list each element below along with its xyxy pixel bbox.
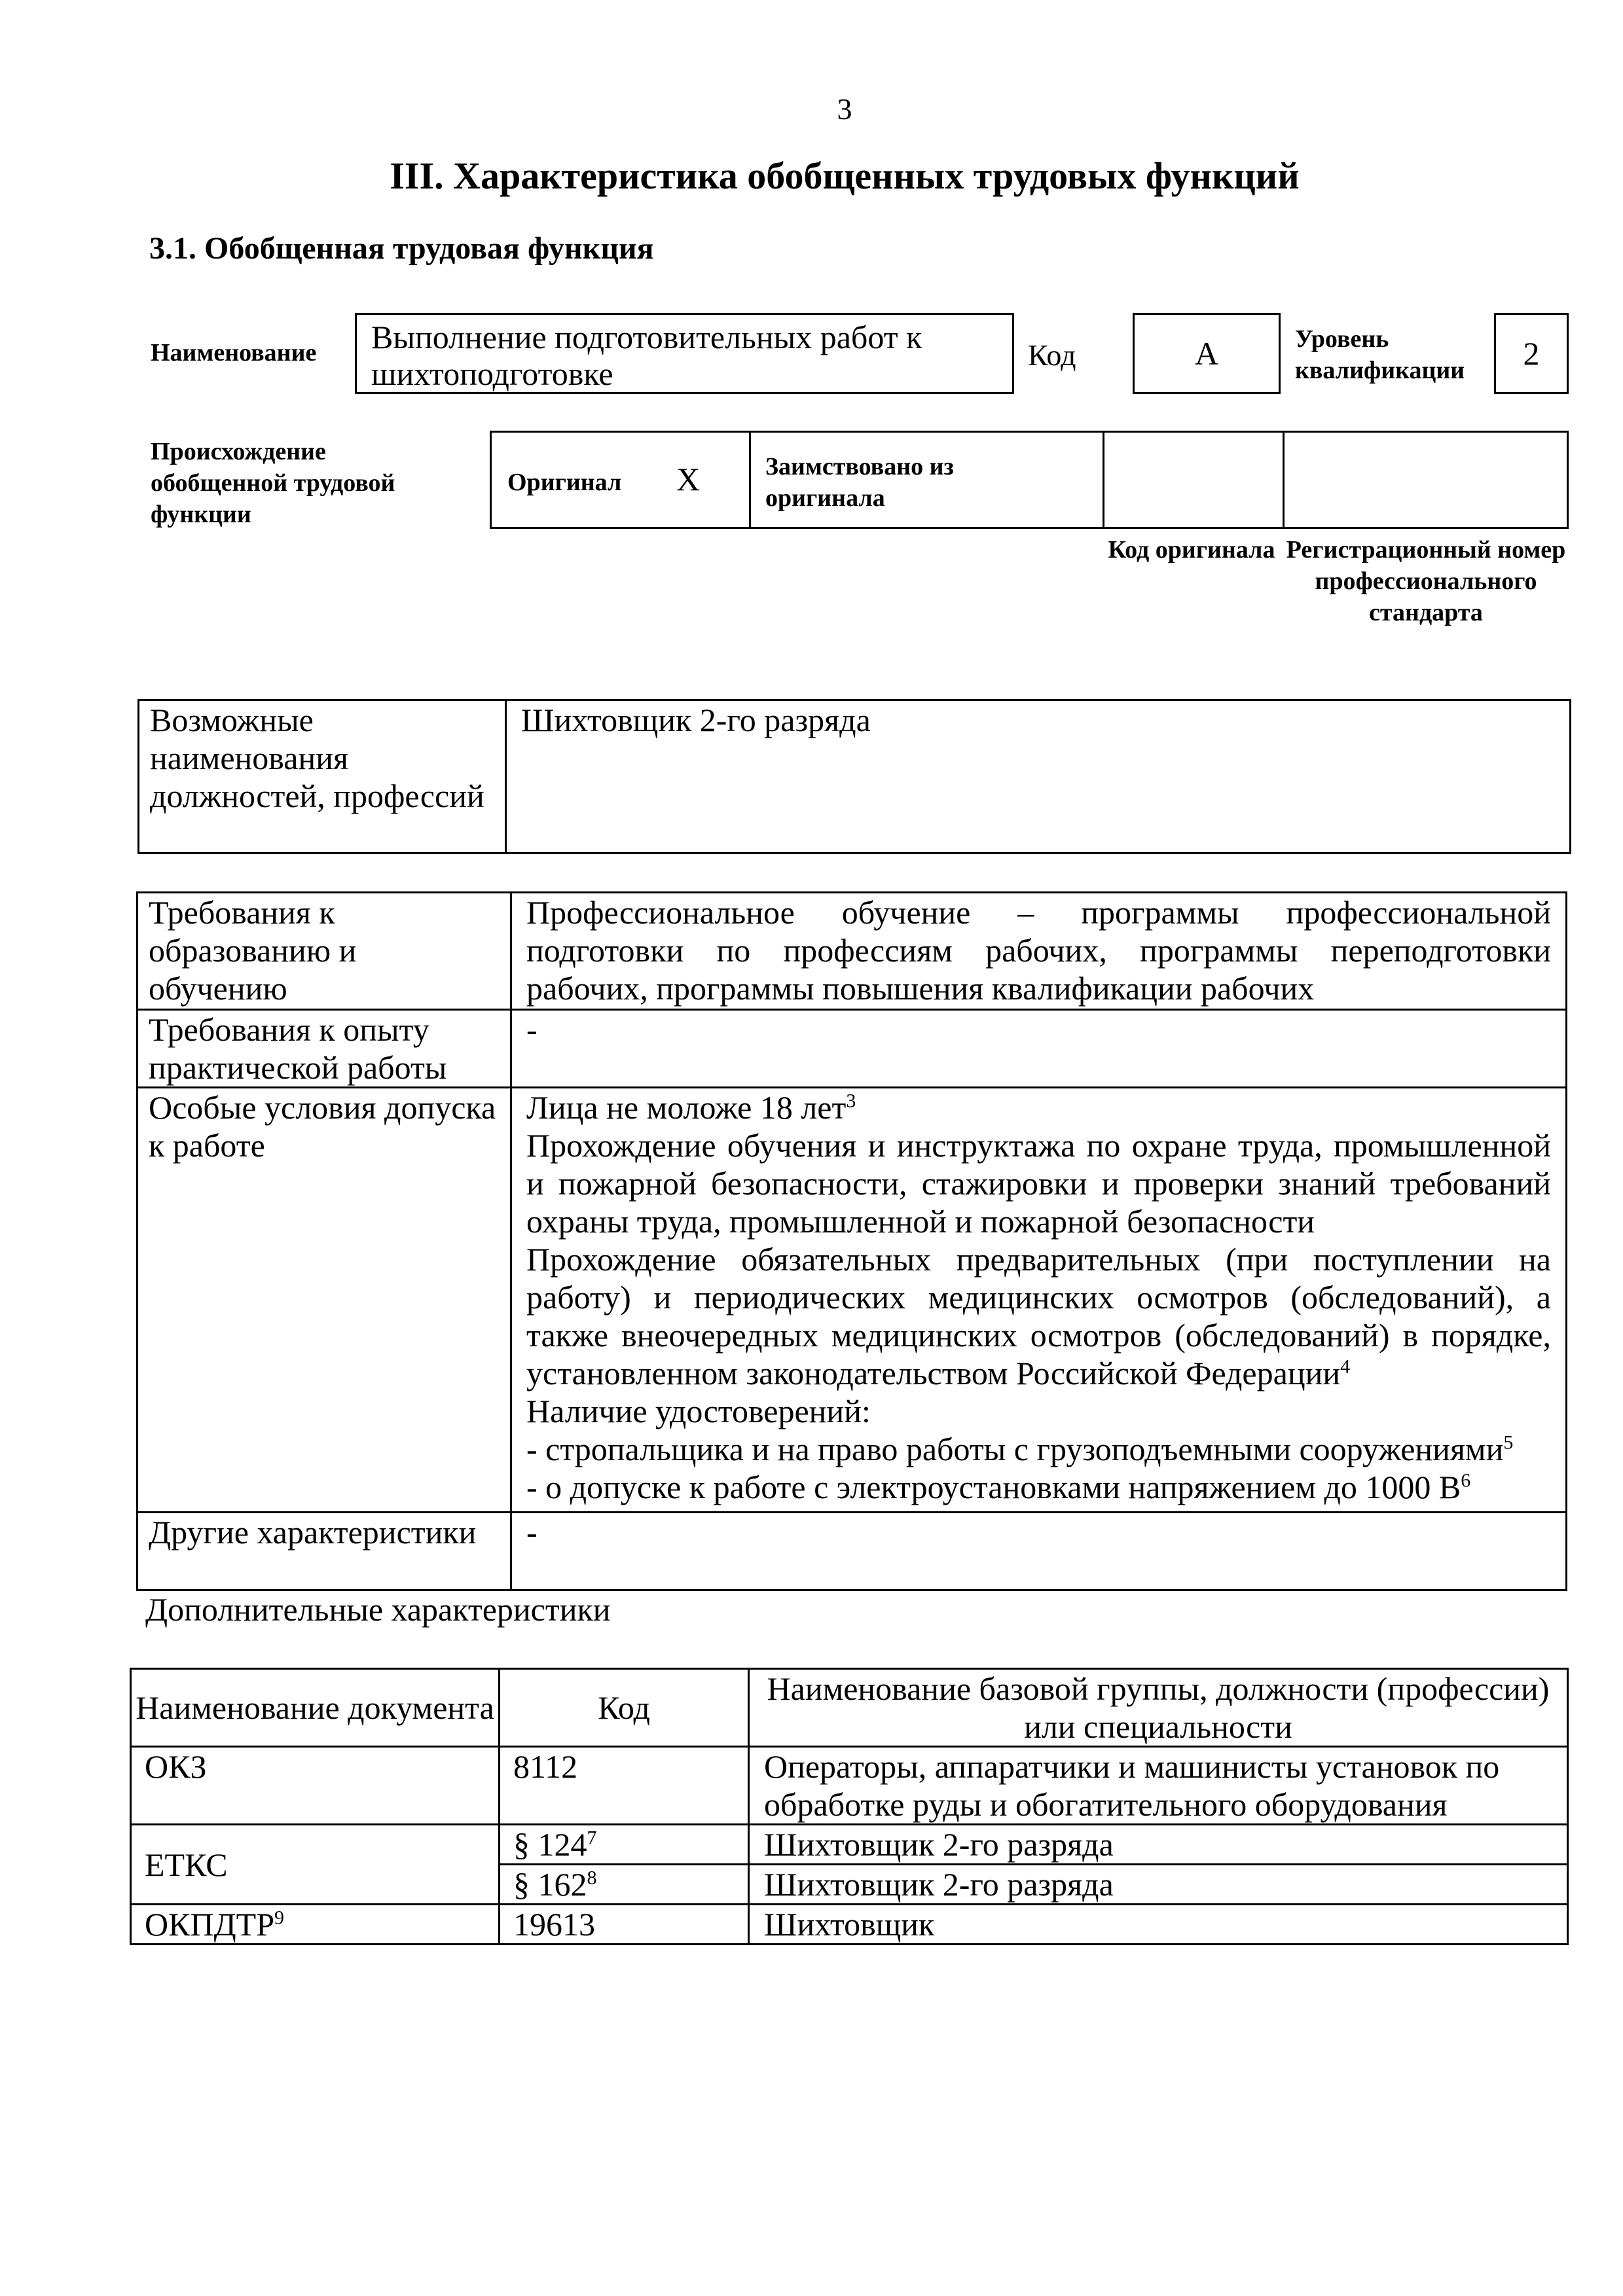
- etks-row-1: [131, 1825, 1568, 1865]
- code-value-box: [1133, 313, 1281, 394]
- origin-divider-1: [749, 433, 751, 527]
- positions-value: Шихтовщик 2-го разряда: [506, 700, 1571, 853]
- origin-divider-3: [1283, 433, 1285, 527]
- origin-divider-2: [1103, 433, 1104, 527]
- origin-box: [490, 431, 1569, 529]
- other-label: Другие характеристики: [137, 1513, 511, 1590]
- col-name-header: Наименование базовой группы, должности (профессии) или специальности: [749, 1669, 1568, 1747]
- requirements-table: [136, 891, 1567, 1591]
- level-value-box: [1494, 313, 1569, 394]
- positions-row: [139, 700, 1571, 853]
- okpdtr-name: Шихтовщик: [749, 1905, 1568, 1945]
- code-label: Код: [1028, 338, 1076, 372]
- education-value: Профессиональное обучение – программы профессиональной подготовки по профессиям рабочих, программы переподготовки рабочих, программы повышения квалификации рабочих: [511, 893, 1567, 1010]
- code-original-caption: Код оригинала: [1108, 536, 1275, 564]
- borrowed-label: Заимствовано из оригинала: [765, 453, 954, 512]
- additional-table: [130, 1668, 1569, 1945]
- education-label: Требования к образованию и обучению: [137, 893, 511, 1010]
- condition-medical: Прохождение обязательных предварительных (при поступлении на работу) и периодических медицинских осмотров (обследований), а также внеочередных медицинских осмотров (обследований) в порядке, установленном законодательством Российской Федерации$^4$: [526, 1241, 1551, 1391]
- footnote-ref: 3: [846, 1090, 856, 1112]
- additional-header-row: [131, 1669, 1568, 1747]
- etks-name-2: Шихтовщик 2-го разряда: [749, 1865, 1568, 1905]
- etks-code-1: § $124^7$: [500, 1825, 749, 1865]
- footnote-ref: 7: [587, 1827, 597, 1849]
- okpdtr-doc: ОКПДТР$^9$: [131, 1905, 500, 1945]
- col-code-header: Код: [500, 1669, 749, 1747]
- condition-training: Прохождение обучения и инструктажа по охране труда, промышленной и пожарной безопасности, стажировки и проверки знаний требований охраны труда, промышленной и пожарной безопасности: [526, 1127, 1551, 1240]
- name-label: Наименование: [151, 339, 317, 367]
- positions-label: Возможные наименования должностей, профессий: [139, 700, 506, 853]
- original-mark: X: [676, 461, 701, 497]
- conditions-row: [137, 1088, 1567, 1513]
- okpdtr-row: [131, 1905, 1568, 1945]
- footnote-ref: 8: [587, 1867, 597, 1889]
- other-row: [137, 1513, 1567, 1590]
- conditions-label: Особые условия допуска к работе: [137, 1088, 511, 1513]
- other-value: -: [511, 1513, 1567, 1590]
- okz-name: Операторы, аппаратчики и машинисты установок по обработке руды и обогатительного оборудования: [749, 1747, 1568, 1825]
- footnote-ref: 4: [1340, 1355, 1351, 1378]
- education-row: [137, 893, 1567, 1010]
- etks-doc: ЕТКС: [131, 1825, 500, 1905]
- positions-table: [137, 699, 1571, 854]
- reg-number-caption: Регистрационный номер профессионального стандарта: [1286, 536, 1566, 626]
- okpdtr-code: 19613: [500, 1905, 749, 1945]
- level-value: 2: [1523, 335, 1540, 372]
- okz-doc: ОКЗ: [131, 1747, 500, 1825]
- page-number: 3: [837, 92, 852, 126]
- condition-age: Лица не моложе 18 лет$^3$: [526, 1089, 856, 1126]
- origin-label: Происхождение обобщенной трудовой функции: [151, 438, 395, 528]
- subsection-title: 3.1. Обобщенная трудовая функция: [149, 231, 654, 266]
- okz-code: 8112: [500, 1747, 749, 1825]
- etks-code-2: § $162^8$: [500, 1865, 749, 1905]
- original-label: Оригинал: [507, 469, 622, 496]
- function-name-value: Выполнение подготовительных работ к шихтоподготовке: [371, 319, 922, 392]
- condition-cert-1: - стропальщика и на право работы с грузоподъемными сооружениями$^5$: [526, 1431, 1514, 1467]
- experience-label: Требования к опыту практической работы: [137, 1010, 511, 1088]
- condition-cert-2: - о допуске к работе с электроустановками напряжением до 1000 $В^6$: [526, 1469, 1471, 1505]
- footnote-ref: 5: [1503, 1431, 1514, 1454]
- section-title: III. Характеристика обобщенных трудовых функций: [390, 154, 1300, 197]
- level-label: Уровень квалификации: [1295, 325, 1465, 384]
- additional-title: Дополнительные характеристики: [145, 1591, 611, 1628]
- code-value: А: [1194, 335, 1219, 372]
- okz-row: [131, 1747, 1568, 1825]
- footnote-ref: 6: [1461, 1469, 1471, 1492]
- conditions-value: [511, 1088, 1567, 1513]
- col-doc-header: Наименование документа: [131, 1669, 500, 1747]
- experience-row: [137, 1010, 1567, 1088]
- footnote-ref: 9: [274, 1907, 285, 1929]
- etks-name-1: Шихтовщик 2-го разряда: [749, 1825, 1568, 1865]
- condition-certs-intro: Наличие удостоверений:: [526, 1393, 871, 1429]
- experience-value: -: [511, 1010, 1567, 1088]
- function-name-box: [355, 313, 1014, 394]
